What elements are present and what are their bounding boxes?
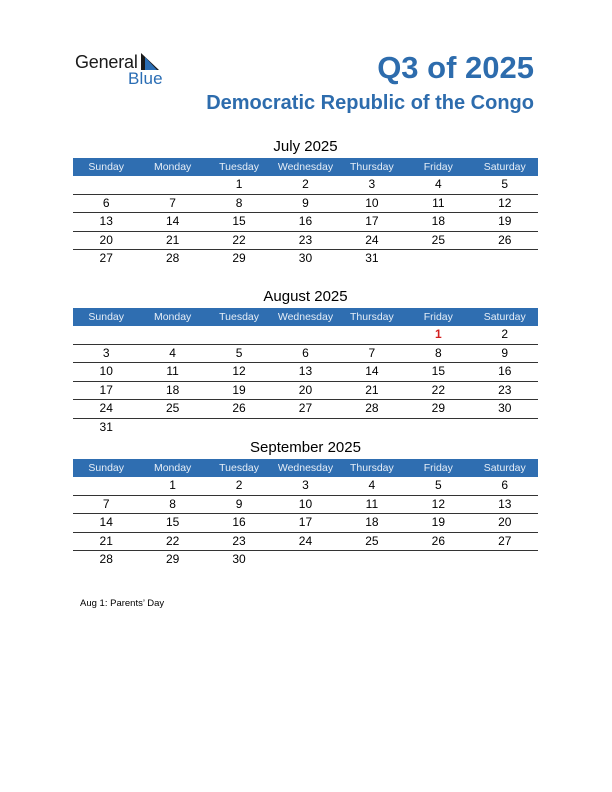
day-cell: 5	[501, 177, 509, 191]
day-cell: 28	[365, 401, 379, 415]
day-cell: 6	[501, 478, 509, 492]
triangle-flag-icon	[141, 53, 163, 70]
day-cell	[73, 477, 139, 495]
weekday-label: Sunday	[88, 462, 125, 474]
day-cell: 15	[165, 515, 180, 529]
day-cell: 20	[298, 382, 313, 397]
day-cell: 12	[232, 364, 246, 378]
day-cell: 6	[102, 195, 110, 210]
day-cell	[339, 419, 405, 437]
day-cell: 28	[165, 251, 180, 265]
day-cell: 4	[368, 478, 376, 492]
day-cell: 30	[298, 251, 313, 265]
logo-text-blue: Blue	[128, 69, 163, 88]
day-cell: 11	[166, 364, 179, 378]
weekday-label: Friday	[423, 311, 453, 323]
month-calendar-august	[73, 286, 538, 436]
day-cell: 7	[102, 496, 110, 511]
day-cell	[206, 326, 272, 344]
day-cell: 8	[434, 345, 442, 360]
weekday-header	[73, 158, 538, 176]
day-cell: 8	[235, 195, 243, 210]
day-cell	[339, 326, 405, 344]
week-row	[73, 250, 538, 268]
day-cell	[272, 419, 338, 437]
day-cell: 19	[431, 515, 445, 529]
day-cell: 30	[232, 552, 246, 566]
day-cell: 1	[235, 177, 243, 191]
day-cell: 23	[298, 232, 313, 247]
day-cell: 26	[232, 401, 246, 415]
weekday-label: Saturday	[483, 161, 526, 173]
day-cell: 13	[498, 496, 512, 511]
month-calendar-september	[73, 437, 538, 569]
weekday-label: Thursday	[350, 311, 394, 323]
week-row	[73, 496, 538, 515]
day-cell: 19	[498, 214, 512, 228]
week-row	[73, 176, 538, 195]
day-cell: 15	[431, 364, 445, 378]
weekday-label: Tuesday	[219, 311, 259, 323]
day-cell: 21	[99, 533, 113, 548]
day-cell: 29	[165, 552, 180, 566]
weekday-label: Friday	[423, 462, 453, 474]
day-cell: 8	[169, 496, 176, 511]
month-title: August 2025	[263, 288, 348, 305]
day-cell: 14	[365, 364, 379, 378]
day-cell: 18	[365, 515, 379, 529]
day-cell: 3	[102, 345, 110, 360]
weekday-label: Monday	[153, 462, 192, 474]
day-cell: 16	[498, 364, 512, 378]
week-row	[73, 326, 538, 345]
day-cell: 11	[365, 496, 379, 511]
weekday-label: Wednesday	[277, 161, 334, 173]
day-cell: 14	[99, 515, 113, 529]
day-cell: 29	[232, 251, 246, 265]
week-row	[73, 419, 538, 437]
day-cell: 3	[302, 478, 309, 492]
week-row	[73, 232, 538, 251]
day-cell: 16	[298, 214, 313, 228]
day-cell: 25	[165, 401, 180, 415]
week-row	[73, 195, 538, 214]
day-cell: 27	[298, 401, 313, 415]
day-cell: 28	[99, 552, 113, 566]
week-row	[73, 345, 538, 364]
day-cell: 12	[431, 496, 445, 511]
weekday-label: Thursday	[350, 161, 394, 173]
day-cell: 18	[431, 214, 445, 228]
day-cell	[272, 326, 338, 344]
day-cell: 22	[431, 382, 445, 397]
day-cell	[405, 250, 471, 268]
day-cell: 20	[498, 515, 512, 529]
weekday-label: Saturday	[483, 462, 526, 474]
weekday-label: Sunday	[88, 311, 125, 323]
day-cell	[139, 326, 205, 344]
day-cell: 24	[365, 232, 379, 247]
day-cell: 13	[99, 214, 113, 228]
week-row	[73, 382, 538, 401]
day-cell: 10	[99, 364, 113, 378]
day-cell: 4	[169, 345, 176, 360]
day-cell: 18	[165, 382, 180, 397]
day-cell	[206, 419, 272, 437]
day-cell: 16	[232, 515, 246, 529]
weekday-label: Tuesday	[219, 161, 259, 173]
day-cell: 30	[498, 401, 512, 415]
day-cell: 26	[498, 232, 512, 247]
day-cell: 29	[431, 401, 445, 415]
day-cell: 17	[298, 515, 313, 529]
weekday-label: Thursday	[350, 462, 394, 474]
holiday-day-cell: 1	[434, 327, 442, 341]
day-cell: 22	[165, 533, 180, 548]
day-cell: 20	[99, 232, 113, 247]
logo	[75, 52, 185, 92]
day-cell: 31	[99, 419, 113, 434]
day-cell	[405, 551, 471, 569]
weekday-label: Tuesday	[219, 462, 259, 474]
day-cell	[472, 419, 538, 437]
day-cell: 21	[165, 232, 180, 247]
month-title: July 2025	[273, 138, 338, 155]
day-cell: 7	[169, 195, 176, 210]
day-cell	[405, 419, 471, 437]
day-cell: 6	[302, 345, 309, 360]
day-cell: 17	[99, 382, 113, 397]
day-cell	[139, 176, 205, 194]
day-cell	[73, 326, 139, 344]
day-cell: 25	[431, 232, 445, 247]
day-cell: 15	[232, 214, 246, 228]
month-title: September 2025	[250, 439, 361, 456]
day-cell: 13	[298, 364, 313, 378]
week-row	[73, 213, 538, 232]
holiday-note: Aug 1: Parents’ Day	[80, 598, 165, 609]
week-row	[73, 363, 538, 382]
day-cell: 26	[431, 533, 445, 548]
weekday-label: Sunday	[88, 161, 125, 173]
day-cell: 21	[365, 382, 379, 397]
weekday-label: Wednesday	[277, 311, 334, 323]
day-cell	[472, 250, 538, 268]
day-cell: 25	[365, 533, 379, 548]
day-cell: 2	[235, 478, 243, 492]
day-cell: 9	[235, 496, 243, 511]
day-cell: 19	[232, 382, 246, 397]
weekday-label: Monday	[153, 161, 192, 173]
page-title: Q3 of 2025	[377, 50, 534, 85]
weekday-label: Wednesday	[277, 462, 334, 474]
day-cell: 1	[169, 478, 176, 492]
day-cell	[272, 551, 338, 569]
day-cell: 22	[232, 232, 246, 247]
day-cell: 9	[501, 345, 509, 360]
day-cell: 9	[302, 195, 309, 210]
day-cell: 5	[235, 345, 243, 360]
week-row	[73, 551, 538, 569]
day-cell: 2	[302, 177, 309, 191]
day-cell: 23	[498, 382, 512, 397]
day-cell: 3	[368, 177, 376, 191]
week-row	[73, 533, 538, 552]
weekday-label: Friday	[423, 161, 453, 173]
day-cell	[339, 551, 405, 569]
day-cell: 12	[498, 195, 512, 210]
day-cell: 17	[365, 214, 379, 228]
day-cell: 10	[298, 496, 313, 511]
day-cell: 7	[368, 345, 376, 360]
day-cell: 14	[165, 214, 180, 228]
weekday-header	[73, 459, 538, 477]
month-calendar-july	[73, 136, 538, 268]
week-row	[73, 477, 538, 496]
day-cell: 2	[501, 327, 509, 341]
day-cell	[73, 176, 139, 194]
logo-text-general: General	[75, 52, 138, 72]
country-subtitle: Democratic Republic of the Congo	[206, 92, 534, 114]
day-cell	[472, 551, 538, 569]
day-cell	[139, 419, 205, 437]
day-cell: 27	[498, 533, 512, 548]
day-cell: 4	[434, 177, 442, 191]
day-cell: 11	[432, 195, 445, 210]
day-cell: 24	[99, 401, 113, 415]
week-row	[73, 400, 538, 419]
week-row	[73, 514, 538, 533]
weekday-label: Monday	[153, 311, 192, 323]
weekday-label: Saturday	[483, 311, 526, 323]
day-cell: 10	[365, 195, 379, 210]
day-cell: 27	[99, 251, 113, 265]
weekday-header	[73, 308, 538, 326]
day-cell: 24	[298, 533, 313, 548]
day-cell: 23	[232, 533, 246, 548]
day-cell: 31	[365, 251, 379, 265]
day-cell: 5	[434, 478, 442, 492]
